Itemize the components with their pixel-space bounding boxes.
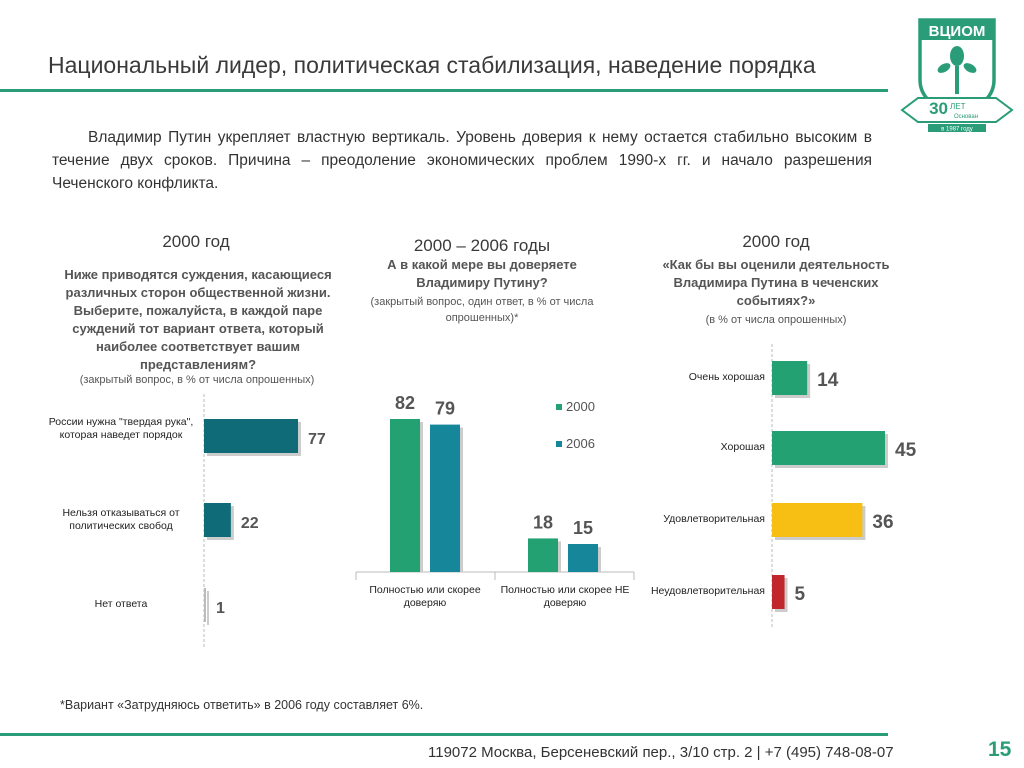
chart2-year-header: 2000 – 2006 годы: [413, 236, 551, 255]
footer-divider: [0, 733, 888, 736]
chart3-category-label: Удовлетворительная: [663, 513, 765, 525]
chart2-legend-label: 2006: [566, 436, 595, 451]
chart1-category-label: России нужна "твердая рука", которая наведет порядок: [48, 416, 194, 441]
chart3-category-label: Неудовлетворительная: [650, 585, 765, 597]
chart1-year-header: 2000 год: [162, 232, 230, 251]
chart1-value-label: 77: [308, 431, 326, 448]
chart2-legend-label: 2000: [566, 399, 595, 414]
chart1-question: Ниже приводятся суждения, касающиеся различных сторон общественной жизни. Выберите, пожалуйста, в каждой паре суждений тот вариант ответа, который наиболее соответствует вашим представлениям?: [64, 267, 332, 372]
chart2-category-label: Полностью или скорее НЕ доверяю: [500, 584, 630, 609]
chart3-note: (в % от числа опрошенных): [705, 314, 847, 326]
chart3-category-label: Очень хорошая: [688, 371, 765, 383]
logo-anniversary-word: ЛЕТ: [950, 102, 966, 111]
chart3-bar: [772, 361, 807, 395]
chart2-value-label: 18: [532, 512, 554, 533]
chart2-category-label: Полностью или скорее доверяю: [369, 584, 481, 609]
chart1-value-label: 22: [240, 515, 259, 532]
chart2-value-label: 15: [572, 518, 594, 539]
chart3-year-header: 2000 год: [742, 232, 810, 251]
chart1-value-label: 1: [216, 600, 225, 617]
chart3-value-label: 14: [817, 370, 839, 391]
chart3-bar: [772, 575, 785, 609]
chart1-category-label: Нельзя отказываться от политических свобод: [62, 507, 180, 532]
chart3-question: «Как бы вы оценили деятельность Владимира Путина в чеченских событиях?»: [662, 257, 890, 308]
slide-title: Национальный лидер, политическая стабилизация, наведение порядка: [48, 52, 816, 78]
footer-address: 119072 Москва, Берсеневский пер., 3/10 стр. 2 | +7 (495) 748-08-07: [428, 744, 894, 761]
chart2-value-label: 82: [394, 393, 416, 413]
chart3-category-label: Хорошая: [720, 441, 765, 453]
logo-anniversary-number: 30: [929, 99, 948, 118]
chart1-category-label: Нет ответа: [94, 598, 148, 610]
chart2-note: (закрытый вопрос, один ответ, в % от числа опрошенных)*: [370, 296, 594, 324]
chart3-value-label: 45: [895, 440, 917, 461]
intro-paragraph: Владимир Путин укрепляет властную вертикаль. Уровень доверия к нему остается стабильно высоким в течение двух сроков. Причина – преодоление экономических проблем 1990-х гг. и начало разрешения Чеченского конфликта.: [52, 129, 872, 192]
chart1-note: (закрытый вопрос, в % от числа опрошенных): [79, 374, 315, 386]
chart3-bar: [772, 503, 862, 537]
footnote: *Вариант «Затрудняюсь ответить» в 2006 году составляет 6%.: [60, 698, 424, 712]
logo-name: ВЦИОМ: [928, 23, 986, 40]
chart2-value-label: 79: [434, 398, 456, 419]
chart2-question: А в какой мере вы доверяете Владимиру Путину?: [387, 257, 577, 290]
chart3-value-label: 5: [794, 584, 806, 605]
logo-founded-year: в 1987 году: [941, 126, 973, 132]
chart3-bar: [772, 431, 885, 465]
chart3-value-label: 36: [872, 512, 894, 533]
logo-founded-label: Основан: [953, 114, 979, 120]
page-number: 15: [988, 738, 1012, 761]
